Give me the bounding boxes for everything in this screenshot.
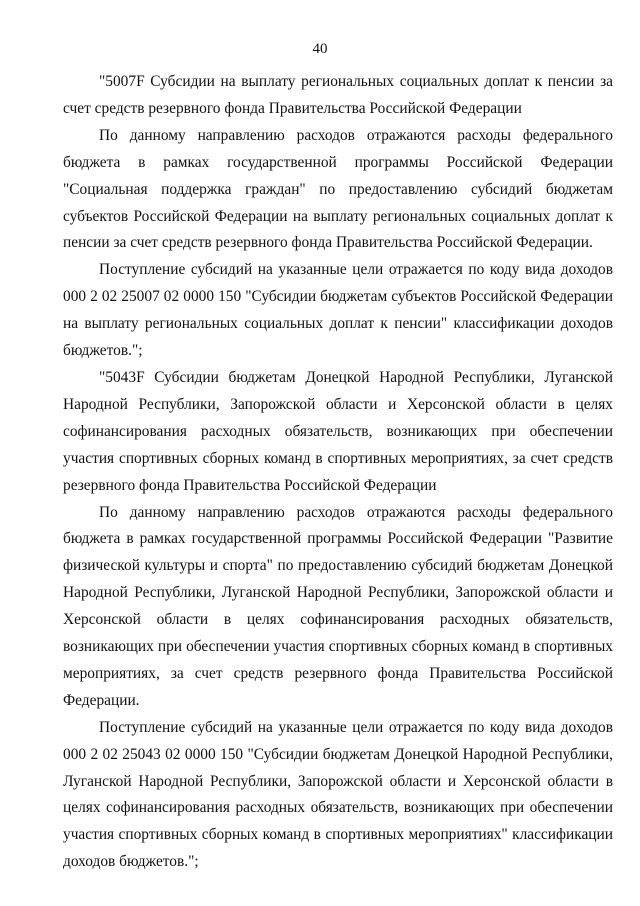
paragraph-5007f-expenses: По данному направлению расходов отражаются расходы федерального бюджета в рамках государственной программы Российской Федерации "Социальная поддержка граждан" по предоставлению субсидий бюджетам субъектов Российской Федерации на выплату региональных социальных доплат к пенсии за счет средств резервного фонда Правительства Российской Федерации. — [63, 126, 613, 252]
paragraph-heading-5043f: "5043F Субсидии бюджетам Донецкой Народной Республики, Луганской Народной Республики, Запорожской области и Херсонской области в целях софинансирования расходных обязательств, возникающих при обеспечении участия спортивных сборных команд в спортивных мероприятиях, за счет средств резервного фонда Правительства Российской Федерации — [63, 368, 613, 494]
paragraph-heading-5007f: "5007F Субсидии на выплату региональных социальных доплат к пенсии за счет средств резервного фонда Правительства Российской Федерации — [63, 73, 613, 117]
paragraph-5043f-income-code: Поступление субсидий на указанные цели отражается по коду вида доходов 000 2 02 25043 02 0000 150 "Субсидии бюджетам Донецкой Народной Республики, Луганской Народной Республики, Запорожской области и Херсонской области в целях софинансирования расходных обязательств, возникающих при обеспечении участия спортивных сборных команд в спортивных мероприятиях" классификации доходов бюджетов."; — [63, 718, 613, 871]
document-body — [63, 69, 613, 876]
paragraph-5043f-expenses: По данному направлению расходов отражаются расходы федерального бюджета в рамках государственной программы Российской Федерации "Развитие физической культуры и спорта" по предоставлению субсидий бюджетам Донецкой Народной Республики, Луганской Народной Республики, Запорожской области и Херсонской области в целях софинансирования расходных обязательств, возникающих при обеспечении участия спортивных сборных команд в спортивных мероприятиях, за счет средств резервного фонда Правительства Российской Федерации. — [63, 503, 613, 709]
paragraph-5007f-income-code: Поступление субсидий на указанные цели отражается по коду вида доходов 000 2 02 25007 02 0000 150 "Субсидии бюджетам субъектов Российской Федерации на выплату региональных социальных доплат к пенсии" классификации доходов бюджетов."; — [63, 261, 613, 360]
page-number: 40 — [312, 41, 328, 57]
